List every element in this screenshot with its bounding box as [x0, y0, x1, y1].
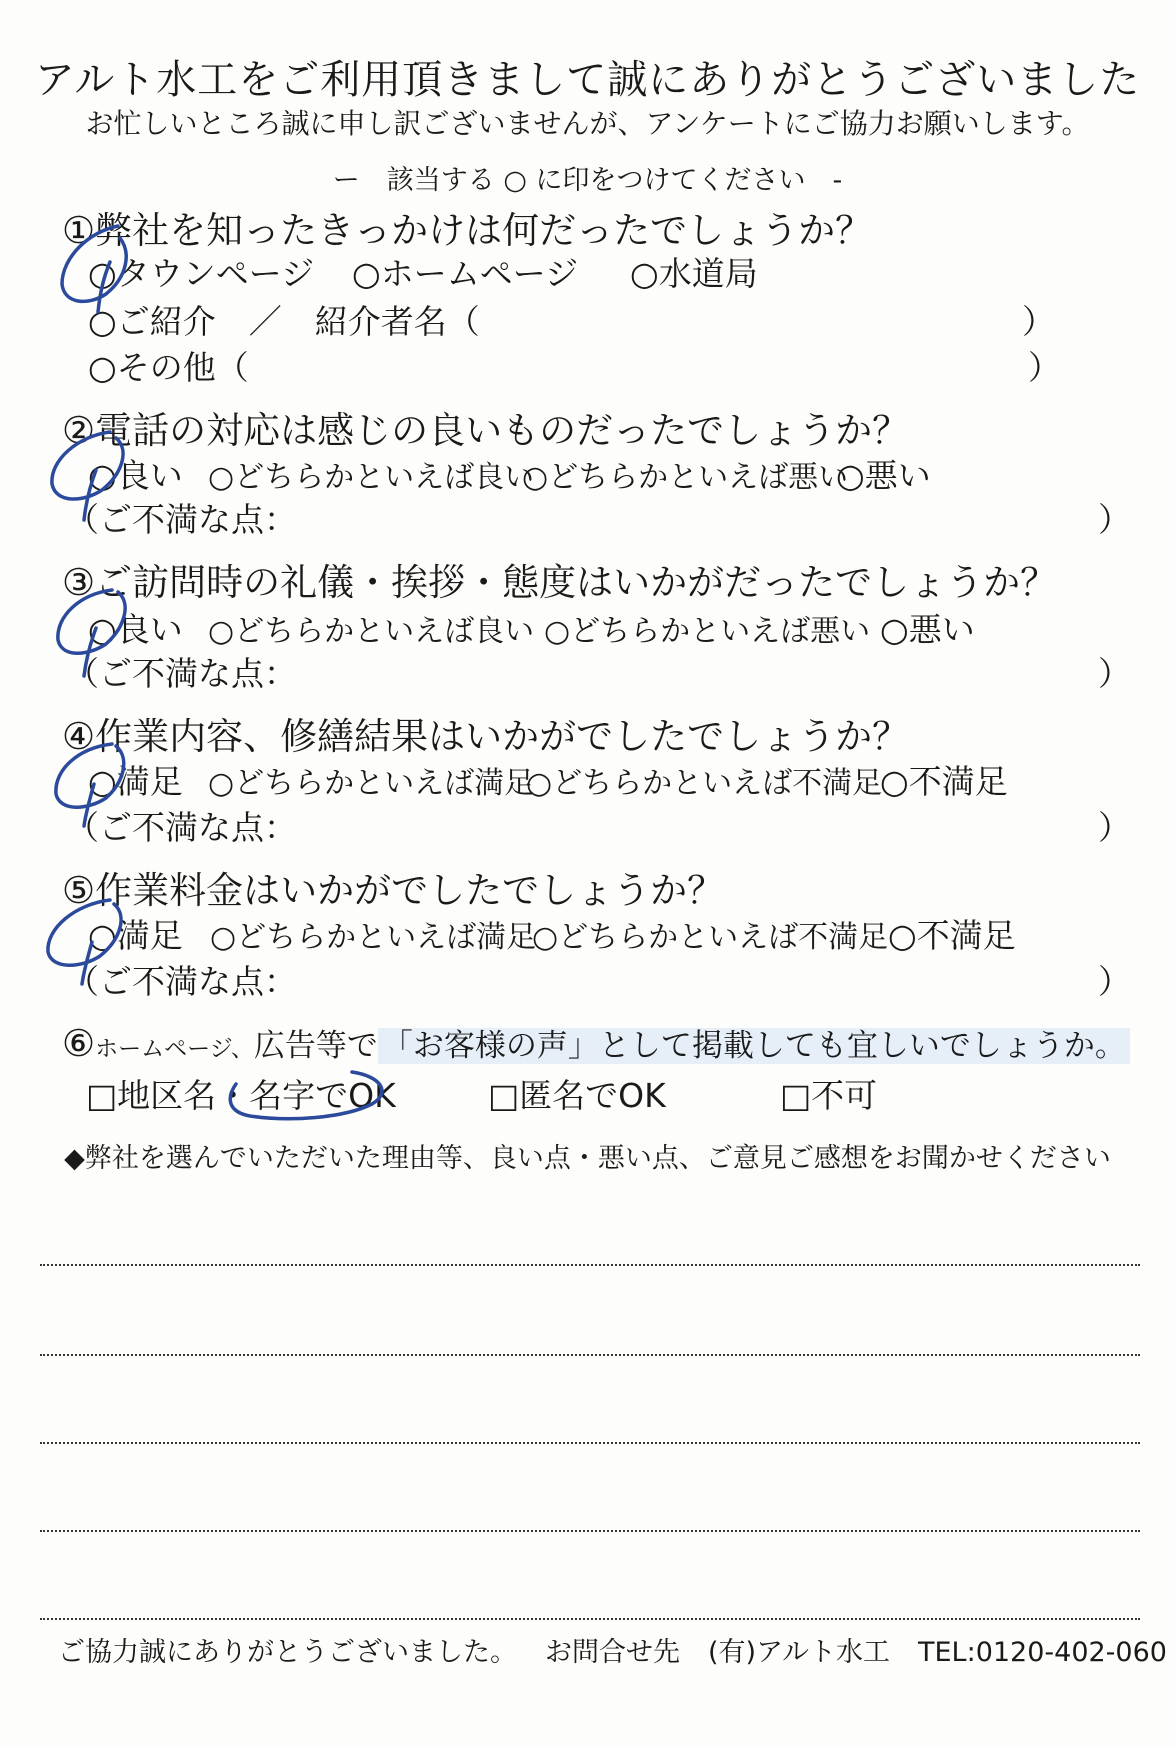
q3-pen-circle — [58, 590, 125, 676]
q1-pen-circle — [62, 226, 126, 312]
q4-option-satisfied[interactable]: ○満足 — [88, 762, 183, 801]
q3-option-somewhat-bad[interactable]: ○どちらかといえば悪い — [544, 614, 871, 649]
q1-option-referral[interactable]: ○ご紹介 ／ 紹介者名（ — [88, 302, 480, 341]
question-1: ①弊社を知ったきっかけは何だったでしょうか？ — [62, 209, 873, 252]
q5-complaint-label[interactable]: （ご不満な点： — [66, 962, 297, 1001]
q2-complaint-close: ） — [1098, 500, 1131, 539]
q5-option-dissatisfied[interactable]: ○不満足 — [888, 916, 1016, 955]
q3-complaint-label[interactable]: （ご不満な点： — [66, 654, 297, 693]
question-4: ④作業内容、修繕結果はいかがでしたでしょうか？ — [62, 715, 910, 758]
q1-option-townpage[interactable]: ○タウンページ — [88, 254, 315, 293]
q3-option-bad[interactable]: ○悪い — [880, 610, 975, 649]
survey-title: アルト水工をご利用頂きまして誠にありがとうございました — [34, 57, 1141, 103]
q3-option-good[interactable]: ○良い — [88, 610, 183, 649]
question-5: ⑤作業料金はいかがでしたでしょうか？ — [62, 869, 725, 912]
q1-option-homepage[interactable]: ○ホームページ — [352, 254, 579, 293]
q3-option-somewhat-good[interactable]: ○どちらかといえば良い — [208, 614, 535, 649]
footer-company: (有)アルト水工 — [708, 1637, 890, 1668]
q1-referral-close: ） — [1022, 302, 1055, 341]
q4-option-somewhat-dissatisfied[interactable]: ○どちらかといえば不満足 — [526, 766, 883, 801]
q2-complaint-label[interactable]: （ご不満な点： — [66, 500, 297, 539]
q6-option-not-allowed[interactable]: □不可 — [780, 1076, 878, 1115]
q5-option-somewhat-satisfied[interactable]: ○どちらかといえば満足 — [210, 920, 537, 955]
instruction-text: ー 該当する ○ に印をつけてください - — [332, 165, 843, 196]
q1-option-other[interactable]: ○その他（ — [88, 348, 249, 387]
q4-pen-circle — [56, 744, 124, 826]
footer-tel: TEL:0120-402-060 — [918, 1637, 1167, 1668]
question-3: ③ご訪問時の礼儀・挨拶・態度はいかがだったでしょうか？ — [62, 561, 1058, 604]
footer-thanks: ご協力誠にありがとうございました。 — [58, 1637, 517, 1668]
q6-option-anonymous-ok[interactable]: □匿名でOK — [488, 1076, 666, 1115]
q2-option-somewhat-bad[interactable]: ○どちらかといえば悪い — [522, 460, 849, 495]
q6-customer-voice-text: 「お客様の声」として掲載しても宜しいでしょうか。 — [378, 1028, 1130, 1064]
question-2: ②電話の対応は感じの良いものだったでしょうか？ — [62, 409, 910, 452]
q4-option-dissatisfied[interactable]: ○不満足 — [880, 762, 1008, 801]
q5-option-somewhat-dissatisfied[interactable]: ○どちらかといえば不満足 — [532, 920, 889, 955]
q5-option-satisfied[interactable]: ○満足 — [88, 916, 183, 955]
q2-option-bad[interactable]: ○悪い — [836, 456, 931, 495]
q6-homepage-text: ホームページ、 — [95, 1036, 254, 1062]
q6-number: ⑥ — [62, 1022, 96, 1065]
q2-option-somewhat-good[interactable]: ○どちらかといえば良い — [208, 460, 535, 495]
q6-ads-text: 広告等で — [253, 1028, 378, 1064]
q5-complaint-close: ） — [1098, 962, 1131, 1001]
q2-pen-circle — [52, 432, 123, 520]
q4-option-somewhat-satisfied[interactable]: ○どちらかといえば満足 — [208, 766, 535, 801]
q4-complaint-close: ） — [1098, 808, 1131, 847]
footer-contact-label: お問合せ先 — [545, 1637, 680, 1668]
q6-option-area-surname-ok[interactable]: □地区名・名字でOK — [86, 1076, 396, 1115]
q4-complaint-label[interactable]: （ご不満な点： — [66, 808, 297, 847]
free-comment-heading: ◆弊社を選んでいただいた理由等、良い点・悪い点、ご意見ご感想をお聞かせください — [64, 1143, 1111, 1174]
q5-pen-circle — [48, 900, 121, 984]
q2-option-good[interactable]: ○良い — [88, 456, 183, 495]
survey-subtitle: お忙しいところ誠に申し訳ございませんが、アンケートにご協力お願いします。 — [85, 107, 1090, 140]
q1-option-waterworks[interactable]: ○水道局 — [630, 254, 758, 293]
q6-pen-circle — [230, 1072, 382, 1119]
q3-complaint-close: ） — [1098, 654, 1131, 693]
q1-other-close: ） — [1028, 348, 1061, 387]
